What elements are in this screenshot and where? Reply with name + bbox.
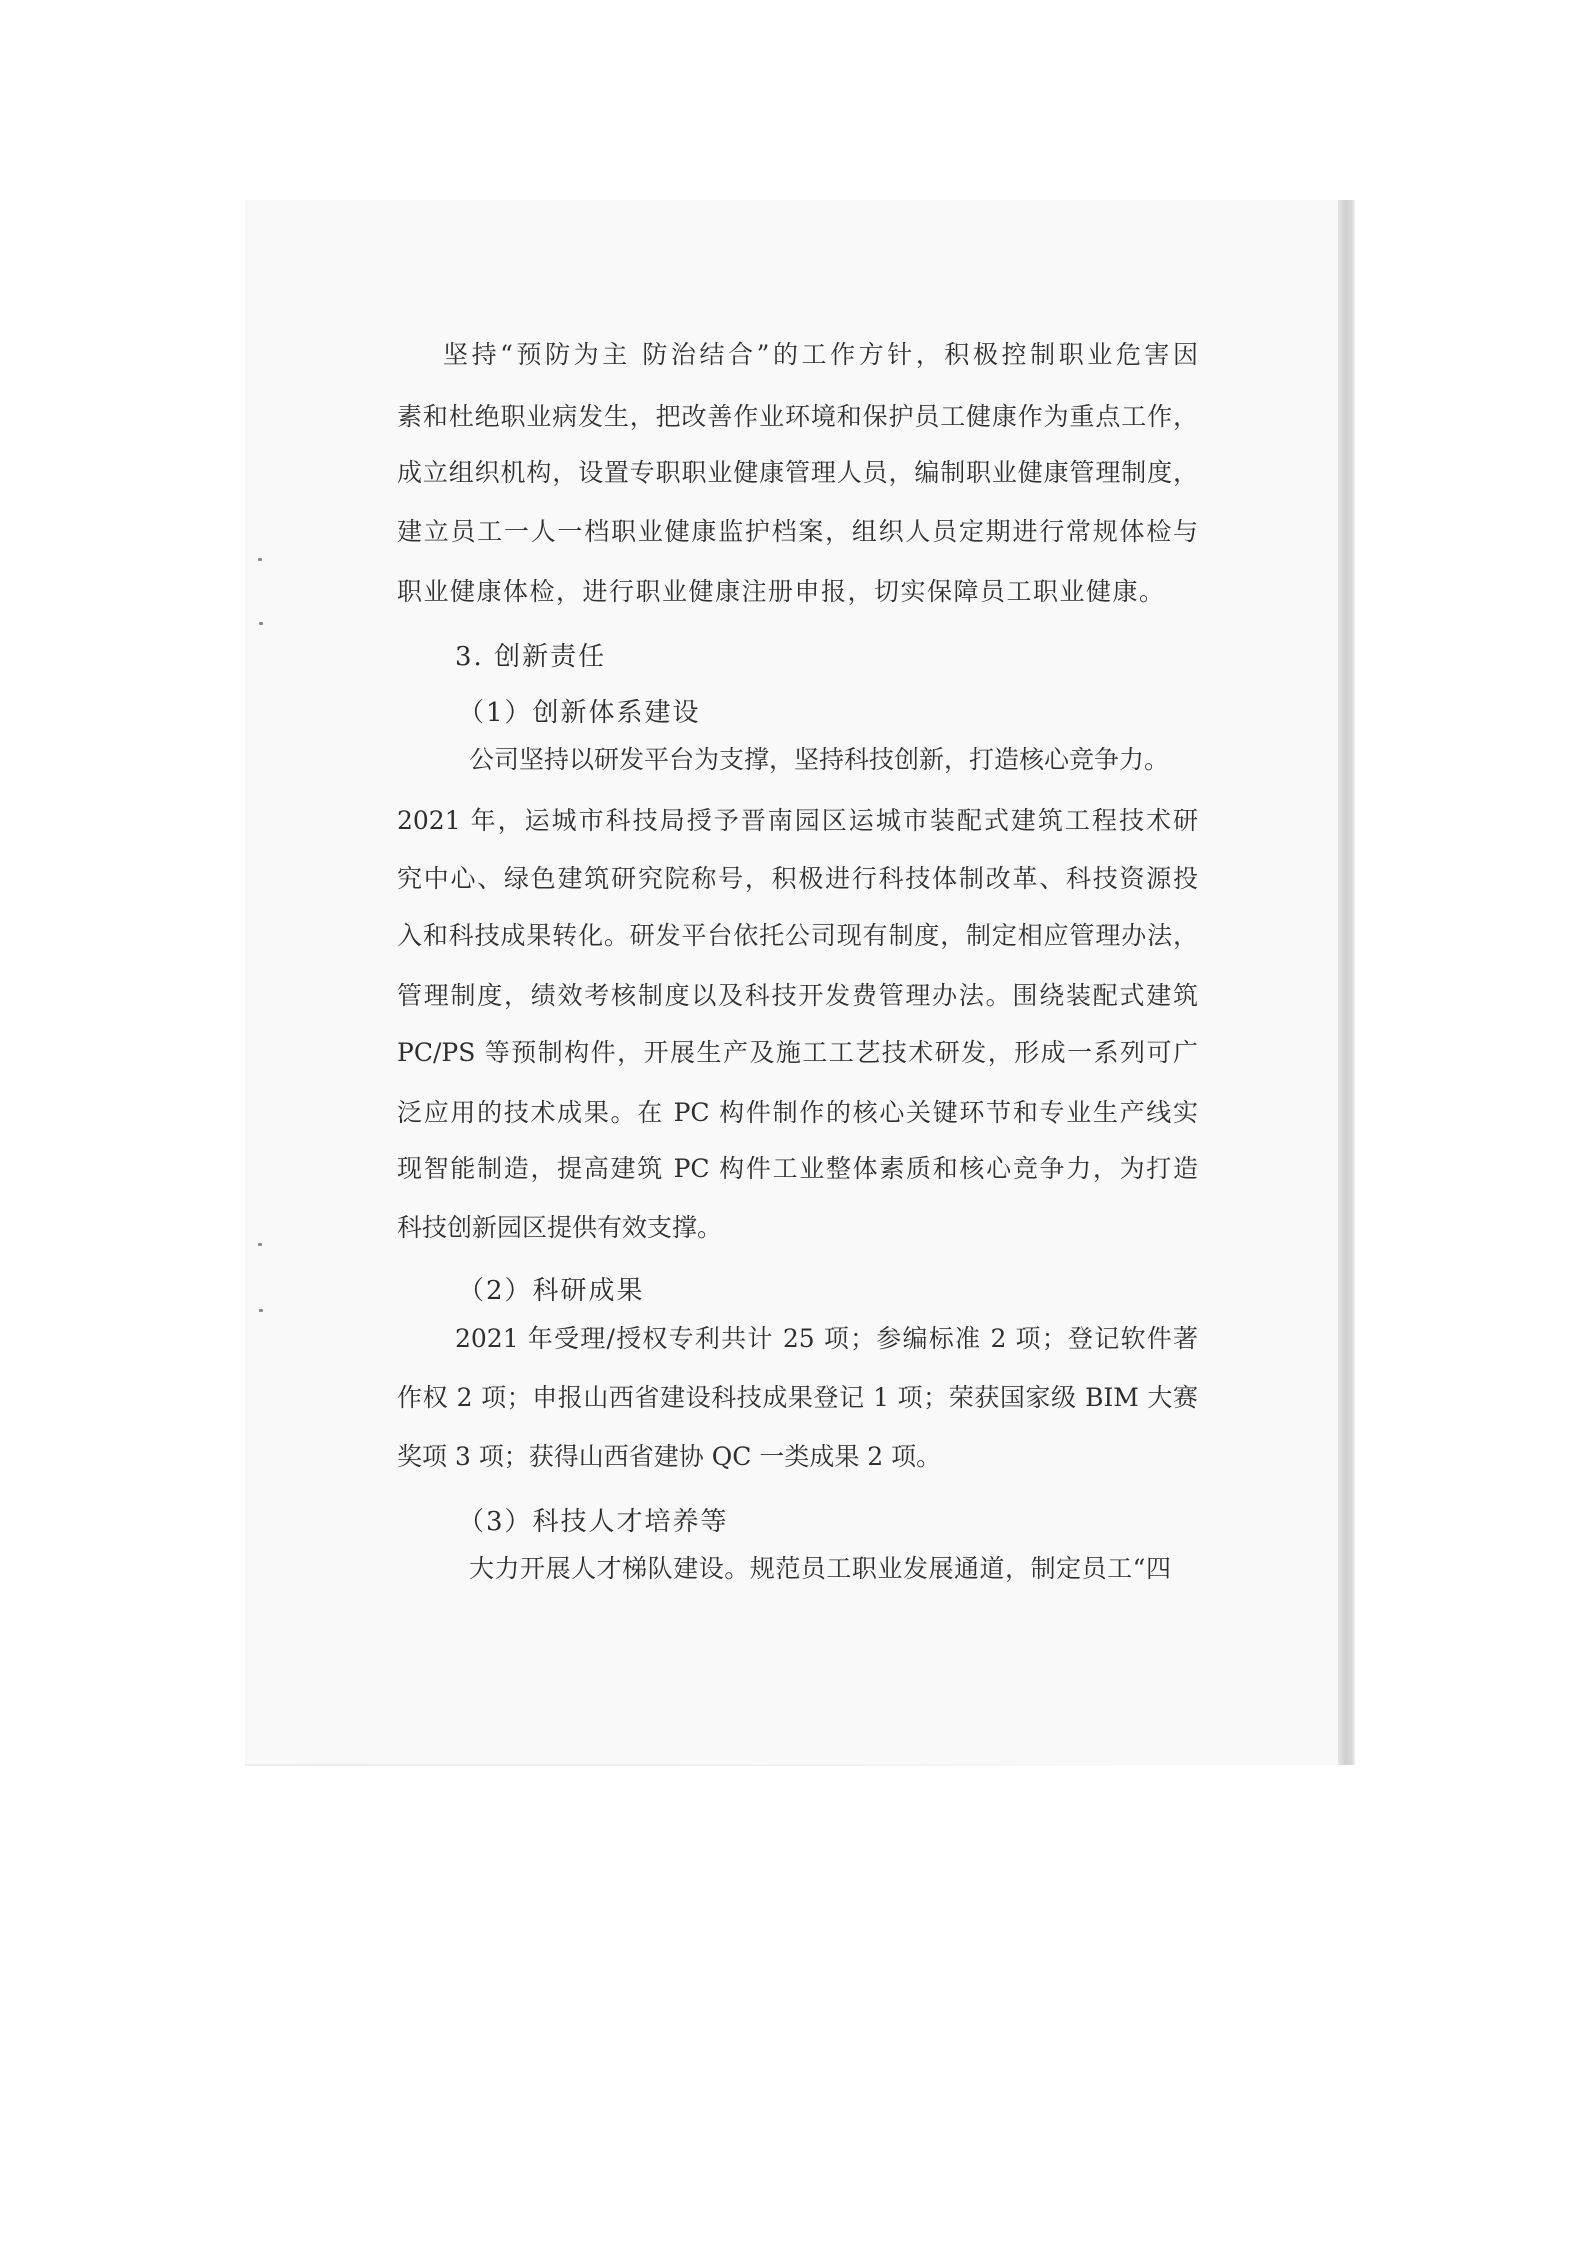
- subsection-heading: （1）创新体系建设: [458, 698, 701, 728]
- text-line: 成立组织机构，设置专职职业健康管理人员，编制职业健康管理制度，: [397, 458, 1198, 487]
- subsection-heading: （3）科技人才培养等: [458, 1507, 729, 1537]
- text-line: 泛应用的技术成果。在 PC 构件制作的核心关键环节和专业生产线实: [397, 1098, 1198, 1127]
- binding-mark: [259, 1309, 263, 1312]
- text-line: 2021 年，运城市科技局授予晋南园区运城市装配式建筑工程技术研: [397, 806, 1198, 835]
- text-line: 大力开展人才梯队建设。规范员工职业发展通道，制定员工“四: [469, 1554, 1171, 1583]
- binding-mark: [258, 558, 262, 561]
- scan-edge-shadow: [1338, 200, 1355, 1765]
- text-line: PC/PS 等预制构件，开展生产及施工工艺技术研发，形成一系列可广: [397, 1038, 1198, 1067]
- text-line: 科技创新园区提供有效支撑。: [397, 1213, 723, 1242]
- text-line: 职业健康体检，进行职业健康注册申报，切实保障员工职业健康。: [397, 577, 1166, 606]
- text-line: 究中心、绿色建筑研究院称号，积极进行科技体制改革、科技资源投: [397, 864, 1198, 893]
- text-line: 素和杜绝职业病发生，把改善作业环境和保护员工健康作为重点工作，: [397, 402, 1198, 431]
- scan-bottom-edge: [245, 1764, 1195, 1766]
- binding-mark: [259, 622, 263, 625]
- section-heading: 3. 创新责任: [455, 642, 607, 672]
- text-line: 作权 2 项；申报山西省建设科技成果登记 1 项；荣获国家级 BIM 大赛: [397, 1383, 1198, 1412]
- text-line: 奖项 3 项；获得山西省建协 QC 一类成果 2 项。: [397, 1442, 942, 1471]
- text-line: 建立员工一人一档职业健康监护档案，组织人员定期进行常规体检与: [397, 517, 1198, 546]
- text-line: 公司坚持以研发平台为支撑，坚持科技创新，打造核心竞争力。: [469, 745, 1170, 774]
- text-line: 入和科技成果转化。研发平台依托公司现有制度，制定相应管理办法，: [397, 921, 1198, 950]
- text-line: 现智能制造，提高建筑 PC 构件工业整体素质和核心竞争力，为打造: [397, 1154, 1198, 1183]
- text-line: 坚持“预防为主 防治结合”的工作方针，积极控制职业危害因: [443, 340, 1198, 369]
- text-line: 2021 年受理/授权专利共计 25 项；参编标准 2 项；登记软件著: [455, 1324, 1198, 1353]
- binding-mark: [258, 1243, 262, 1246]
- subsection-heading: （2）科研成果: [458, 1276, 645, 1306]
- text-line: 管理制度，绩效考核制度以及科技开发费管理办法。围绕装配式建筑: [397, 981, 1198, 1010]
